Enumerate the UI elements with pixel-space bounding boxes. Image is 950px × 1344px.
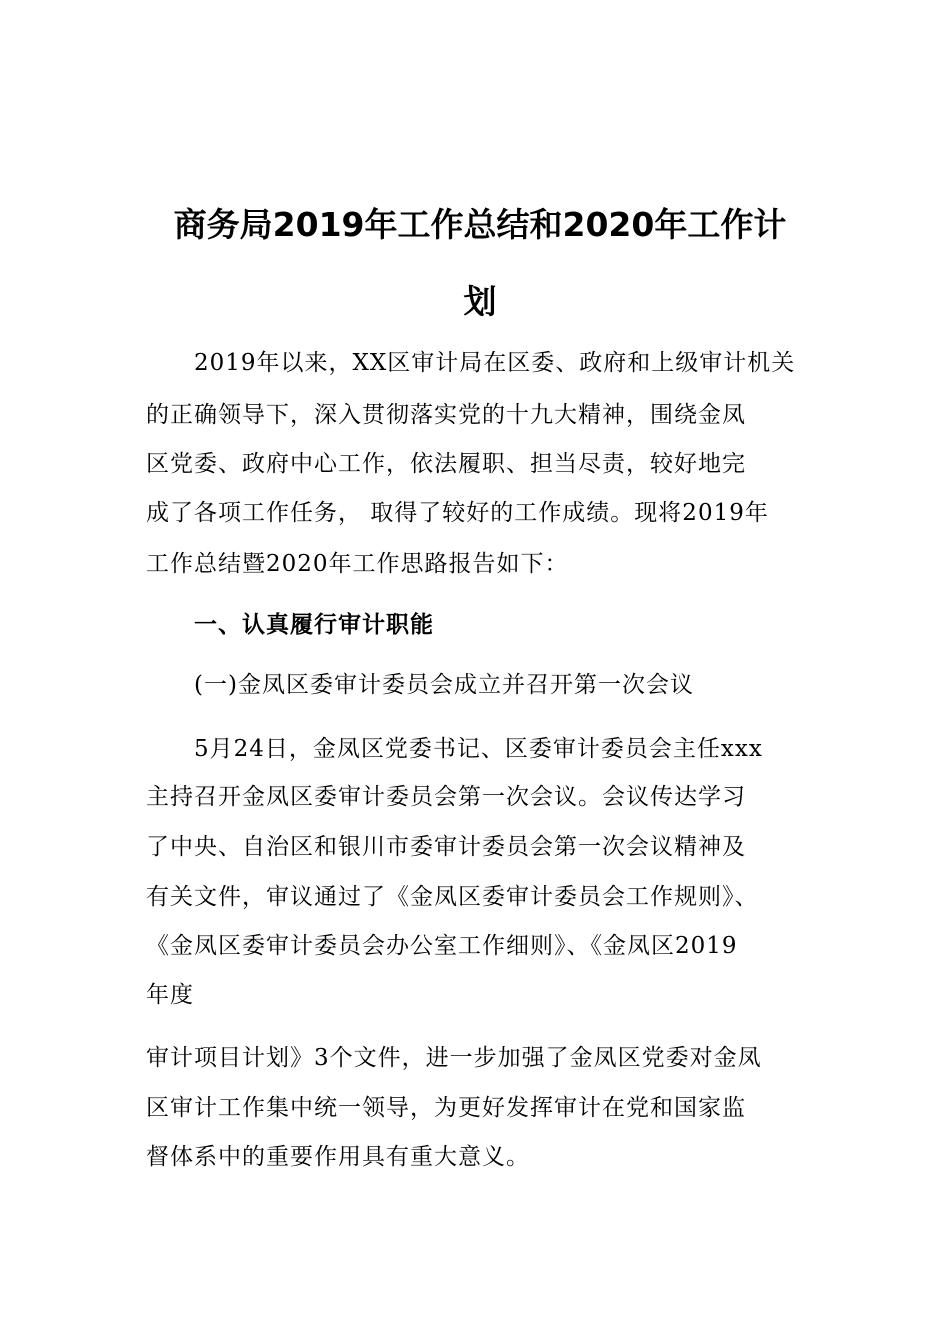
- intro-line-1: 2019年以来，XX区审计局在区委、政府和上级审计机关: [194, 350, 796, 376]
- para2-line-2: 区审计工作集中统一领导，为更好发挥审计在党和国家监: [146, 1095, 746, 1121]
- intro-line-2: 的正确领导下，深入贯彻落实党的十九大精神，围绕金凤: [146, 402, 746, 428]
- para1-line-5: 《金凤区委审计委员会办公室工作细则》、《金凤区2019: [146, 933, 738, 959]
- para1-line-3: 了中央、自治区和银川市委审计委员会第一次会议精神及: [146, 834, 746, 860]
- intro-line-5: 工作总结暨2020年工作思路报告如下：: [146, 551, 569, 577]
- intro-line-4: 成了各项工作任务， 取得了较好的工作成绩。现将2019年: [146, 500, 769, 526]
- intro-line-3: 区党委、政府中心工作，依法履职、担当尽责，较好地完: [146, 451, 746, 477]
- subsection-heading: (一)金凤区委审计委员会成立并召开第一次会议: [194, 672, 694, 698]
- para1-line-1: 5月24日，金凤区党委书记、区委审计委员会主任xxx: [194, 736, 763, 762]
- para1-line-4: 有关文件，审议通过了《金凤区委审计委员会工作规则》、: [146, 884, 759, 910]
- para2-line-3: 督体系中的重要作用具有重大意义。: [146, 1144, 530, 1170]
- para2-line-1: 审计项目计划》3个文件，进一步加强了金凤区党委对金凤: [146, 1045, 762, 1071]
- para1-line-2: 主持召开金凤区委审计委员会第一次会议。会议传达学习: [146, 784, 746, 810]
- document-title-line-1: 商务局2019年工作总结和2020年工作计: [173, 205, 787, 244]
- section-heading: 一、认真履行审计职能: [194, 612, 434, 638]
- document-title-line-2: 划: [463, 282, 497, 321]
- para1-line-6: 年度: [146, 982, 194, 1008]
